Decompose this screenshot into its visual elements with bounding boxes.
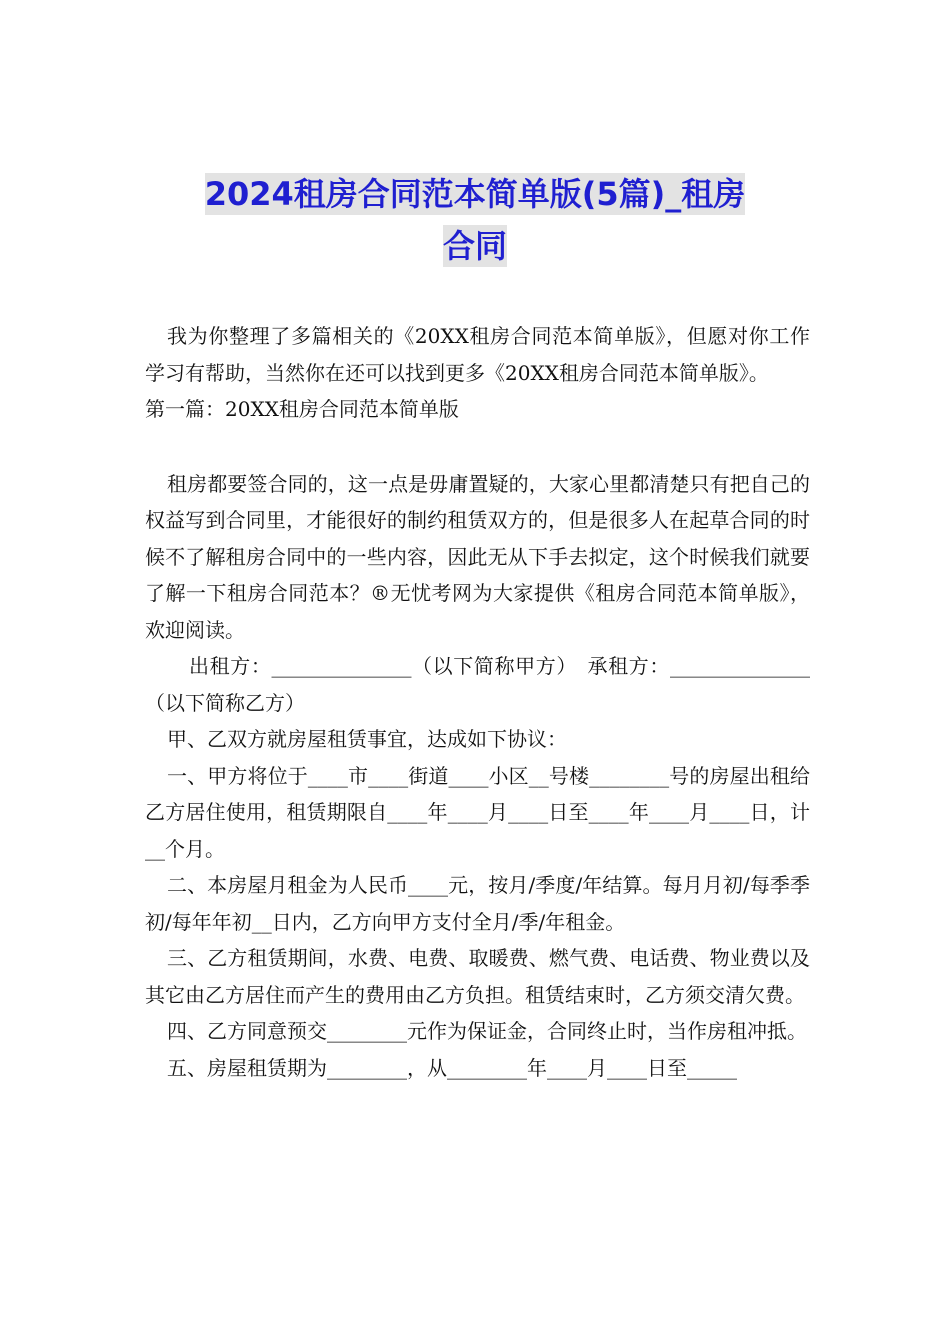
parties-line: 出租方：______________（以下简称甲方） 承租方：______________（以下简称乙方）	[145, 654, 810, 715]
clause-3: 三、乙方租赁期间，水费、电费、取暖费、燃气费、电话费、物业费以及其它由乙方居住而产生的费用由乙方负担。租赁结束时，乙方须交清欠费。	[145, 946, 810, 1007]
title-line-1: 2024租房合同范本简单版(5篇)_租房	[204, 175, 746, 213]
clause-1: 一、甲方将位于____市____街道____小区__号楼________号的房屋出租给乙方居住使用，租赁期限自____年____月____日至____年____月____日，计__个月。	[145, 763, 810, 861]
title-line-2: 合同	[442, 227, 507, 265]
document-title	[120, 168, 830, 272]
agreement-intro: 甲、乙双方就房屋租赁事宜，达成如下协议：	[167, 727, 567, 751]
body-paragraph: 租房都要签合同的，这一点是毋庸置疑的，大家心里都清楚只有把自己的权益写到合同里，才能很好的制约租赁双方的，但是很多人在起草合同的时候不了解租房合同中的一些内容，因此无从下手去拟定，这个时候我们就要了解一下租房合同范本？®无忧考网为大家提供《租房合同范本简单版》，欢迎阅读。	[145, 471, 810, 642]
paragraph-gap	[145, 428, 810, 466]
clause-5: 五、房屋租赁期为________，从________年____月____日至_____	[167, 1055, 737, 1080]
clause-4: 四、乙方同意预交________元作为保证金，合同终止时，当作房租冲抵。	[167, 1019, 807, 1043]
section-heading: 第一篇：20XX租房合同范本简单版	[145, 397, 459, 421]
intro-paragraph: 我为你整理了多篇相关的《20XX租房合同范本简单版》，但愿对你工作学习有帮助，当然你在还可以找到更多《20XX租房合同范本简单版》。	[145, 324, 810, 385]
clause-2: 二、本房屋月租金为人民币____元，按月/季度/年结算。每月月初/每季季初/每年年初__日内，乙方向甲方支付全月/季/年租金。	[145, 873, 810, 934]
document-body	[145, 318, 810, 1086]
